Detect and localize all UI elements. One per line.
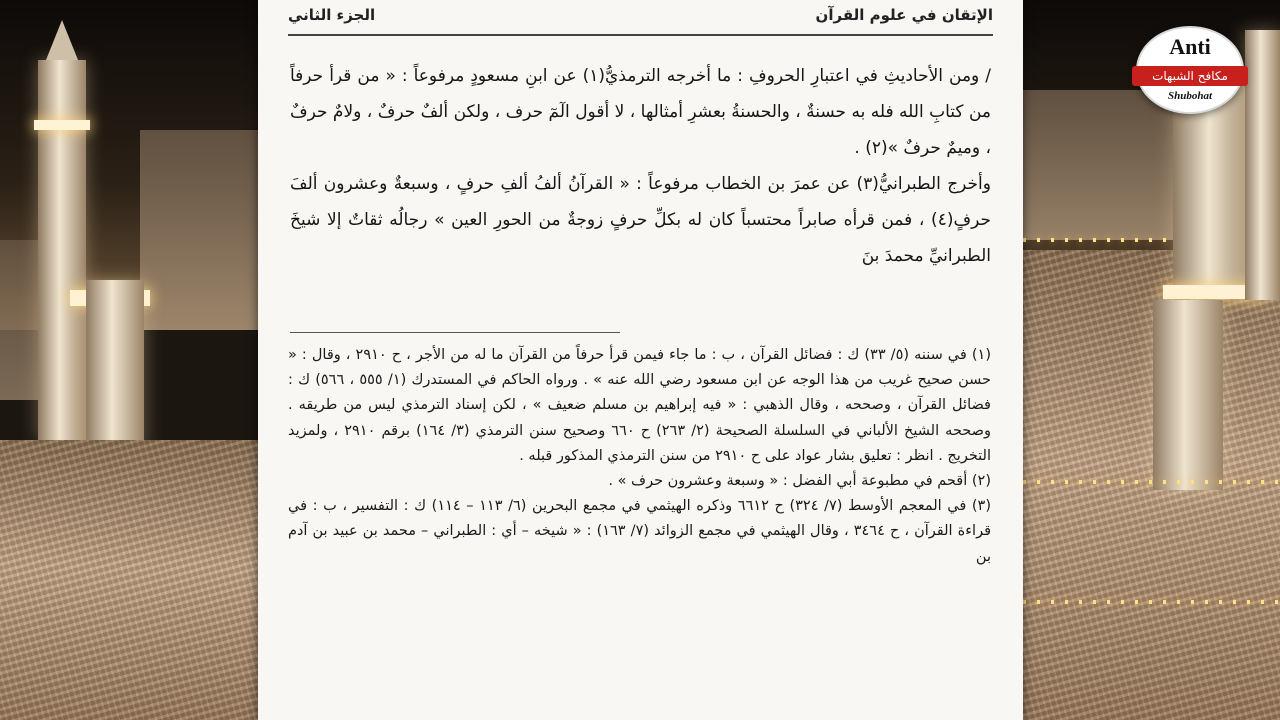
paragraph: / ومن الأحاديثِ في اعتبارِ الحروفِ : ما أخرجه الترمذيُّ(١) عن ابنِ مسعودٍ مرفوعاً : « من قرأ حرفاً من كتابِ الله فله به حسنةٌ ، والحسنةُ بعشرِ أمثالها ، لا أقول الٓمٓ حرف ، ولكن ألفٌ حرفٌ ، ولامٌ حرفٌ ، وميمٌ حرفٌ »(٢) . <box>290 66 991 158</box>
logo-bottom-text: Shubohat <box>1167 90 1213 102</box>
footnote: (١) في سننه (٥/ ٣٣) ك : فضائل القرآن ، ب : ما جاء فيمن قرأ حرفاً من القرآن ما له من الأجر ، ح ٢٩١٠ ، وقال : « حسن صحيح غريب من هذا الوجه عن ابن مسعود رضي الله عنه » . ورواه الحاكم في المستدرك (١/ ٥٥٥ ، ٥٦٦) ك : فضائل القرآن ، وصححه ، وقال الذهبي : « فيه إبراهيم بن مسلم ضعيف » ، لكن إسناد الترمذي ليس من طريقه . وصححه الشيخ الألباني في السلسلة الصحيحة (٢/ ٢٦٣) ح ٦٦٠ وصحيح سنن الترمذي (٣/ ١٦٤) برقم ٢٩١٠ ، ولمزيد التخريج . انظر : تعليق بشار عواد على ح ٢٩١٠ من سنن الترمذي المذكور قبله . <box>288 347 992 464</box>
part-label: الجزء الثاني <box>288 6 376 24</box>
main-text <box>290 58 991 274</box>
footnote: (٣) في المعجم الأوسط (٧/ ٣٢٤) ح ٦٦١٢ وذكره الهيثمي في مجمع البحرين (٦/ ١١٣ – ١١٤) ك : التفسير ، ب : في قراءة القرآن ، ح ٣٤٦٤ ، وقال الهيثمي في مجمع الزوائد (٧/ ١٦٣) : « شيخه – أي : الطبراني – محمد بن عبيد بن آدم بن <box>288 498 992 565</box>
footnote-separator <box>290 332 620 333</box>
background-photo-right <box>1023 0 1280 720</box>
book-title: الإتقان في علوم القرآن <box>815 6 993 24</box>
footnotes <box>288 343 991 570</box>
channel-logo <box>1136 26 1244 114</box>
logo-top-text: Anti <box>1169 34 1211 59</box>
paragraph: وأخرج الطبرانيُّ(٣) عن عمرَ بن الخطاب مرفوعاً : « القرآنُ ألفُ ألفِ حرفٍ ، وسبعةٌ وعشرون ألفَ حرفٍ(٤) ، فمن قرأه صابراً محتسباً كان له بكلِّ حرفٍ زوجةٌ من الحورِ العين » رجالُه ثقاتٌ إلا شيخَ الطبرانيِّ محمدَ بنَ <box>290 174 991 266</box>
footnote: (٢) أقحم في مطبوعة أبي الفضل : « وسبعة وعشرون حرف » . <box>608 473 991 490</box>
page-header <box>288 2 993 34</box>
background-photo-left <box>0 0 258 720</box>
book-page <box>258 0 1023 720</box>
minaret-left <box>38 60 86 440</box>
logo-band-text: مكافح الشبهات <box>1132 66 1248 86</box>
header-rule <box>288 34 993 36</box>
